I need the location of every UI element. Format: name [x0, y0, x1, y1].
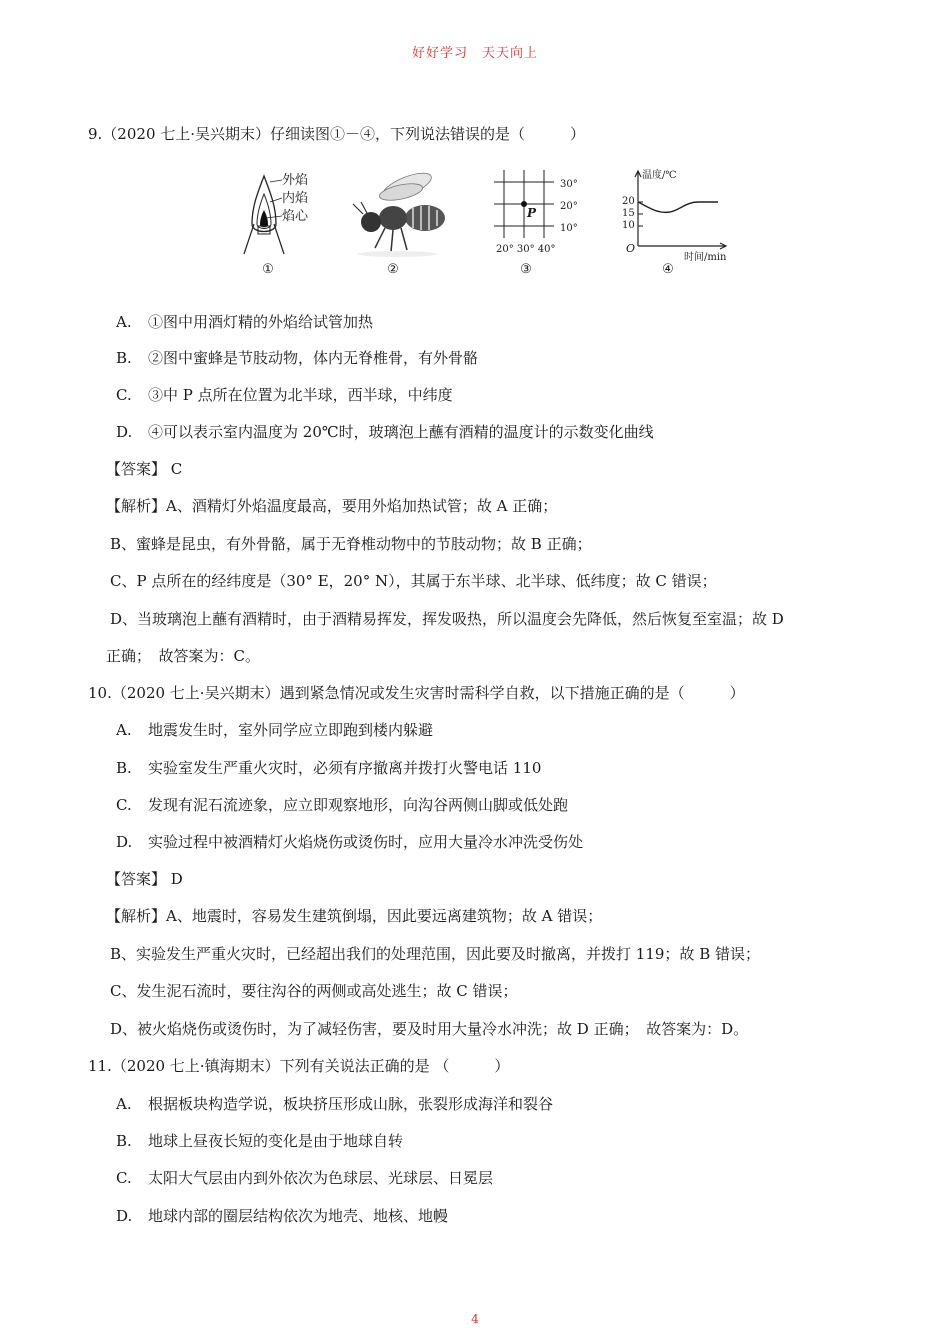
inner-flame-label: 内焰 — [282, 191, 309, 206]
temperature-curve-icon — [622, 168, 732, 254]
q9-answer: 【答案】 C — [106, 460, 183, 478]
origin-label: O — [626, 242, 636, 255]
figure-2-number: ② — [387, 262, 399, 277]
q9-explanation-line-1: 【解析】A、酒精灯外焰温度最高，要用外焰加热试管；故 A 正确； — [106, 497, 558, 515]
figure-4-temperature-graph — [622, 168, 732, 277]
figure-3-number: ③ — [520, 262, 532, 277]
q10-option-b: B. 实验室发生严重火灾时，必须有序撤离并拨打火警电话 110 — [116, 759, 542, 777]
q9-explanation-line-3: C、P 点所在的经纬度是（30° E，20° N），其属于东半球、北半球、低纬度；故 C 错误； — [110, 572, 717, 590]
question-11-stem: 11.（2020 七上·镇海期末）下列有关说法正确的是 （ ） — [88, 1057, 510, 1075]
question-9-figures — [240, 168, 740, 283]
temperature-axis-label: 温度/℃ — [642, 170, 677, 181]
latitude-20-label: 20° — [560, 201, 578, 212]
q10-explanation-line-3: C、发生泥石流时，要往沟谷的两侧或高处逃生；故 C 错误； — [110, 982, 518, 1000]
q11-option-a: A. 根据板块构造学说，板块挤压形成山脉，张裂形成海洋和裂谷 — [116, 1095, 554, 1113]
tick-20: 20 — [622, 196, 635, 207]
question-10-stem: 10.（2020 七上·吴兴期末）遇到紧急情况或发生灾害时需科学自救，以下措施正确的是（ ） — [88, 684, 745, 702]
q10-explanation-line-4: D、被火焰烧伤或烫伤时，为了减轻伤害，要及时用大量冷水冲洗；故 D 正确； 故答案为：D。 — [110, 1020, 749, 1038]
q10-explanation-line-1: 【解析】A、地震时，容易发生建筑倒塌，因此要远离建筑物；故 A 错误； — [106, 907, 603, 925]
q10-option-c: C. 发现有泥石流迹象，应立即观察地形，向沟谷两侧山脚或低处跑 — [116, 796, 569, 814]
figure-1-flame — [240, 168, 330, 277]
question-9-stem: 9.（2020 七上·吴兴期末）仔细读图①－④，下列说法错误的是（ ） — [88, 125, 586, 143]
outer-flame-label: 外焰 — [282, 173, 309, 188]
figure-4-number: ④ — [662, 262, 674, 277]
time-axis-label: 时间/min — [684, 252, 727, 263]
q11-option-c: C. 太阳大气层由内到外依次为色球层、光球层、日冕层 — [116, 1169, 494, 1187]
page-header: 好好学习 天天向上 — [411, 46, 538, 61]
bee-icon — [345, 168, 450, 260]
q9-explanation-line-2: B、蜜蜂是昆虫，有外骨骼，属于无脊椎动物中的节肢动物；故 B 正确； — [110, 535, 592, 553]
q10-explanation-line-2: B、实验发生严重火灾时，已经超出我们的处理范围，因此要及时撤离，并拨打 119；故 B 错误； — [110, 945, 760, 963]
q10-option-a: A. 地震发生时，室外同学应立即跑到楼内躲避 — [116, 721, 434, 739]
q9-explanation-line-5: 正确； 故答案为：C。 — [106, 647, 260, 665]
point-p-label: P — [527, 206, 537, 220]
q9-option-c: C. ③中 P 点所在位置为北半球，西半球，中纬度 — [116, 386, 453, 404]
figure-1-number: ① — [262, 262, 274, 277]
q10-answer: 【答案】 D — [106, 870, 183, 888]
figure-2-bee — [345, 168, 450, 277]
lat-long-grid-icon — [492, 168, 556, 242]
tick-10: 10 — [622, 220, 635, 231]
q9-option-d: D. ④可以表示室内温度为 20℃时，玻璃泡上蘸有酒精的温度计的示数变化曲线 — [116, 423, 654, 441]
q9-option-b: B. ②图中蜜蜂是节肢动物，体内无脊椎骨，有外骨骼 — [116, 349, 479, 367]
page-number: 4 — [471, 1312, 479, 1326]
q9-explanation-line-4: D、当玻璃泡上蘸有酒精时，由于酒精易挥发，挥发吸热，所以温度会先降低，然后恢复至室温；故 D — [110, 610, 784, 628]
figure-3-grid — [492, 168, 578, 277]
latitude-30-label: 30° — [560, 179, 578, 190]
flame-core-label: 焰心 — [282, 209, 309, 224]
q9-option-a: A. ①图中用酒灯精的外焰给试管加热 — [116, 313, 374, 331]
tick-15: 15 — [622, 208, 635, 219]
latitude-10-label: 10° — [560, 223, 578, 234]
q11-option-d: D. 地球内部的圈层结构依次为地壳、地核、地幔 — [116, 1207, 449, 1225]
longitude-labels: 20° 30° 40° — [496, 244, 556, 255]
q10-option-d: D. 实验过程中被酒精灯火焰烧伤或烫伤时，应用大量冷水冲洗受伤处 — [116, 833, 584, 851]
q11-option-b: B. 地球上昼夜长短的变化是由于地球自转 — [116, 1132, 404, 1150]
